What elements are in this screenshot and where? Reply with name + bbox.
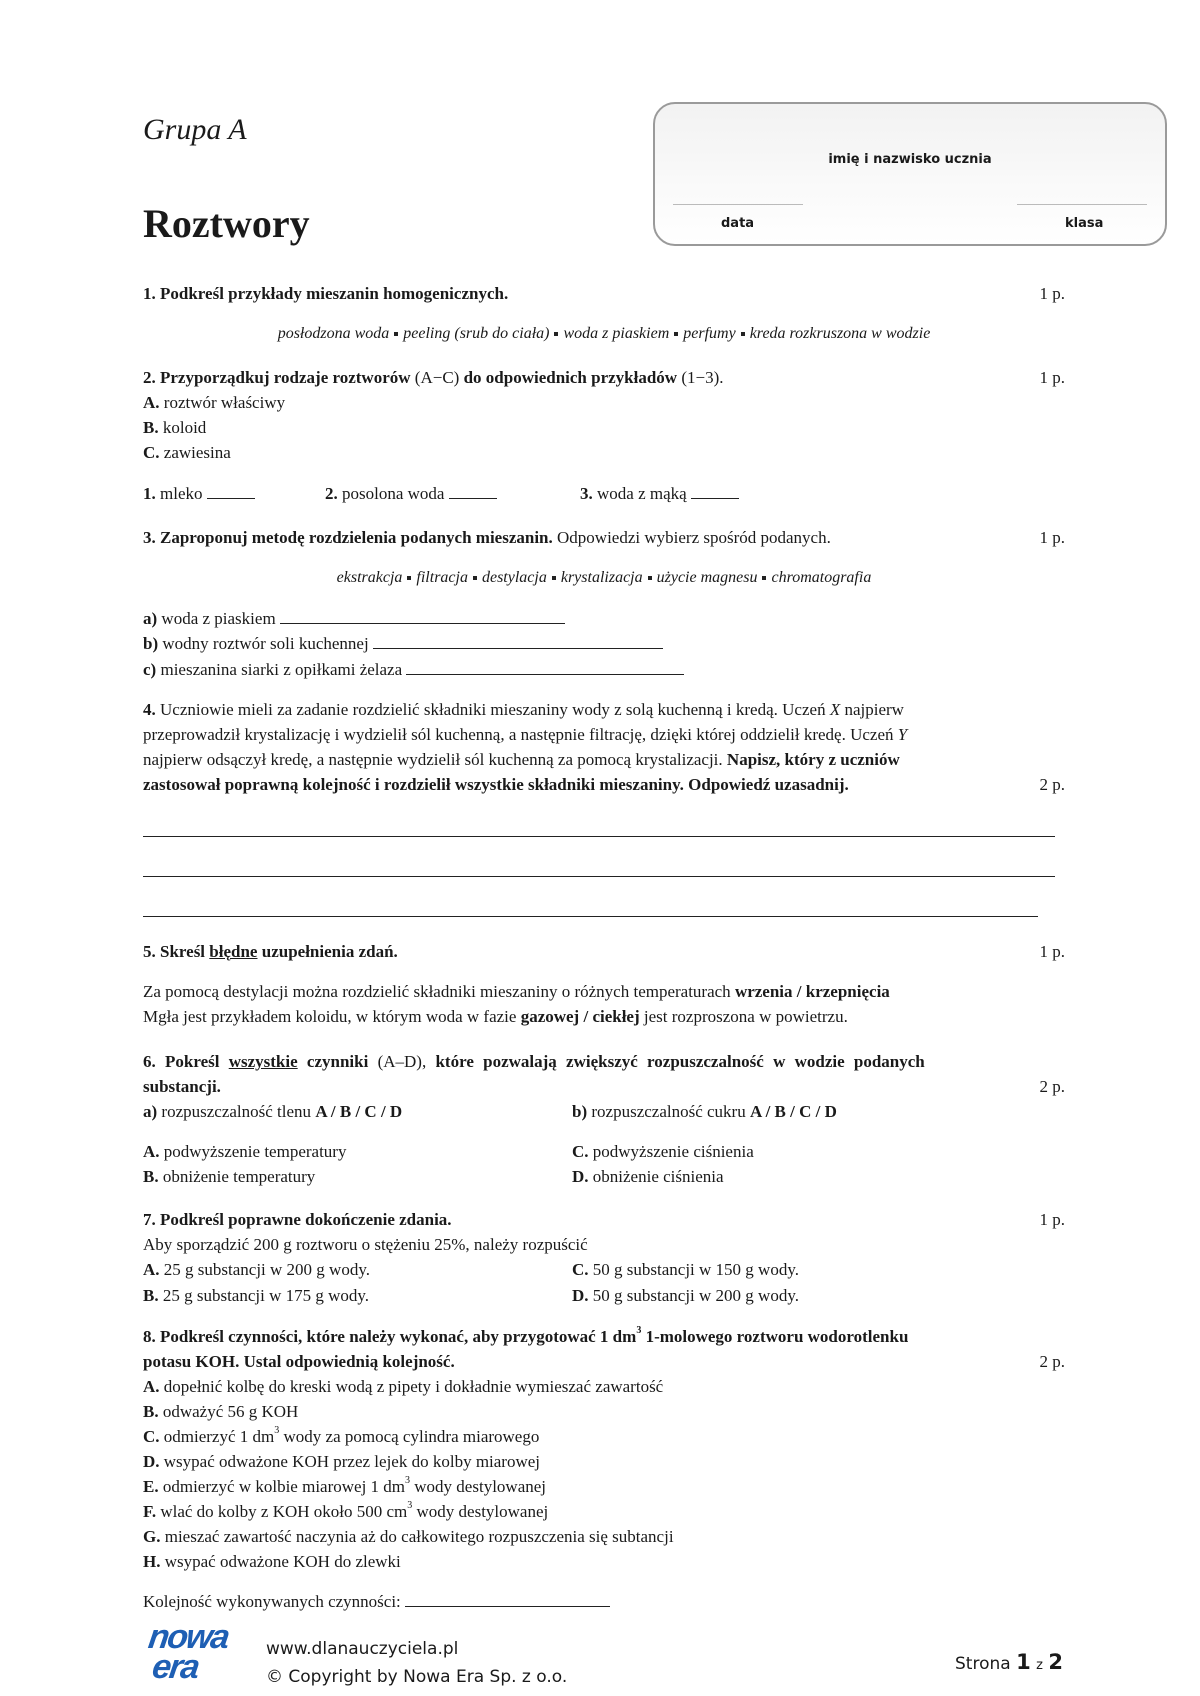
- q2-type: B. koloid: [143, 418, 207, 437]
- q3-text: Zaproponuj metodę rozdzielenia podanych mieszanin.: [160, 528, 553, 547]
- q8-points: 2 p.: [1039, 1352, 1065, 1371]
- q7-answer[interactable]: B. 25 g substancji w 175 g wody.: [143, 1286, 370, 1305]
- answer-blank[interactable]: [207, 484, 255, 499]
- q2-header: [143, 366, 1065, 390]
- class-label: klasa: [1065, 216, 1104, 231]
- q1-option[interactable]: posłodzona woda: [277, 325, 390, 342]
- bullet-icon: [552, 576, 556, 580]
- q5-sentence-2: Mgła jest przykładem koloidu, w którym woda w fazie gazowej / ciekłej jest rozproszona w powietrzu.: [143, 1007, 848, 1026]
- bullet-icon: [648, 576, 652, 580]
- q5-header: 5. Skreśl błędne uzupełnienia zdań. 1 p.: [143, 940, 1065, 964]
- q3-item: a) woda z piaskiem: [143, 607, 565, 631]
- q8-line-2: potasu KOH. Ustal odpowiednią kolejność. 2 p.: [143, 1350, 1065, 1374]
- bullet-icon: [741, 332, 745, 336]
- q8-step[interactable]: E. odmierzyć w kolbie miarowej 1 $dm^3$ wody destylowanej: [143, 1475, 547, 1496]
- q8-step[interactable]: F. wlać do kolby z KOH około 500 $cm^3$ wody destylowanej: [143, 1500, 549, 1521]
- q4-line-3: najpierw odsączył kredę, a następnie wydzielił sól kuchenną za pomocą krystalizacji. Napisz, który z uczniów: [143, 750, 900, 769]
- q6-factor: B. obniżenie temperatury: [143, 1167, 316, 1186]
- footer-url[interactable]: www.dlanauczyciela.pl: [266, 1639, 459, 1659]
- q7-points: 1 p.: [1039, 1210, 1065, 1229]
- q6-a-options[interactable]: A / B / C / D: [315, 1102, 403, 1121]
- q5-points: 1 p.: [1039, 942, 1065, 961]
- q3-option: użycie magnesu: [656, 569, 758, 586]
- q6-line-2: substancji. 2 p.: [143, 1075, 1065, 1099]
- q4-line-4: zastosował poprawną kolejność i rozdzielił wszystkie składniki mieszaniny. Odpowiedź uzasadnij. 2 p.: [143, 773, 1065, 797]
- answer-blank[interactable]: [373, 634, 663, 649]
- bullet-icon: [394, 332, 398, 336]
- q2-number: 2.: [143, 368, 156, 387]
- q1-points: 1 p.: [1039, 284, 1065, 303]
- q6-factor: D. obniżenie ciśnienia: [572, 1167, 724, 1186]
- q2-type: A. roztwór właściwy: [143, 393, 286, 412]
- page-title: Roztwory: [143, 201, 310, 246]
- answer-line[interactable]: [143, 876, 1055, 877]
- q4-line-2: przeprowadził krystalizację i wydzielił sól kuchenną, a następnie filtrację, dzięki której oddzielił kredę. Uczeń Y: [143, 725, 908, 744]
- q3-instruction: Odpowiedzi wybierz spośród podanych.: [557, 528, 831, 547]
- q8-step[interactable]: A. dopełnić kolbę do kreski wodą z pipety i dokładnie wymieszać zawartość: [143, 1377, 664, 1396]
- answer-blank[interactable]: [691, 484, 739, 499]
- q2-type: C. zawiesina: [143, 443, 231, 462]
- q1-header: [143, 282, 1065, 306]
- q3-header: [143, 526, 1065, 550]
- q8-step[interactable]: C. odmierzyć 1 $dm^3$ wody za pomocą cylindra miarowego: [143, 1425, 540, 1446]
- q7-header: 7. Podkreśl poprawne dokończenie zdania. 1 p.: [143, 1208, 1065, 1232]
- q3-option: chromatografia: [771, 569, 872, 586]
- answer-line[interactable]: [143, 916, 1038, 917]
- q6-factor: A. podwyższenie temperatury: [143, 1142, 347, 1161]
- q3-option: filtracja: [416, 569, 468, 586]
- q4-line-1: 4. Uczniowie mieli za zadanie rozdzielić składniki mieszaniny wody z solą kuchenną i kredą. Uczeń X najpierw: [143, 700, 904, 719]
- q6-line-1: 6. Pokreśl wszystkie czynniki (A–D), które pozwalają zwiększyć rozpuszczalność w wodzie podanych: [143, 1052, 925, 1071]
- bullet-icon: [407, 576, 411, 580]
- q6-part-b: b) rozpuszczalność cukru A / B / C / D: [572, 1102, 837, 1121]
- q3-item: c) mieszanina siarki z opiłkami żelaza: [143, 658, 684, 682]
- group-label: Grupa A: [143, 113, 247, 146]
- answer-line[interactable]: [143, 836, 1055, 837]
- q2-range: (A−C): [414, 368, 460, 387]
- q1-text: Podkreśl przykłady mieszanin homogenicznych.: [160, 284, 509, 303]
- q3-option: krystalizacja: [560, 569, 643, 586]
- q7-answer[interactable]: C. 50 g substancji w 150 g wody.: [572, 1260, 799, 1279]
- q8-step[interactable]: D. wsypać odważone KOH przez lejek do kolby miarowej: [143, 1452, 541, 1471]
- q8-line-1: 8. Podkreśl czynności, które należy wykonać, aby przygotować 1 $dm^3$ 1-molowego roztworu wodorotlenku: [143, 1325, 909, 1346]
- q2-example: 1. mleko: [143, 482, 255, 506]
- q3-option: destylacja: [481, 569, 547, 586]
- nowa-era-logo: [141, 1618, 241, 1692]
- q4-points: 2 p.: [1039, 775, 1065, 794]
- q1-number: 1.: [143, 284, 156, 303]
- q1-option[interactable]: peeling (srub do ciała): [403, 325, 550, 342]
- q7-answer[interactable]: A. 25 g substancji w 200 g wody.: [143, 1260, 370, 1279]
- bullet-icon: [473, 576, 477, 580]
- q3-number: 3.: [143, 528, 156, 547]
- answer-blank[interactable]: [280, 609, 565, 624]
- q3-item: b) wodny roztwór soli kuchennej: [143, 632, 663, 656]
- bullet-icon: [762, 576, 766, 580]
- date-label: data: [721, 216, 755, 231]
- q2-text-2: do odpowiednich przykładów: [463, 368, 678, 387]
- answer-blank[interactable]: [406, 660, 684, 675]
- page-number: Strona 1 z 2: [955, 1650, 1063, 1674]
- q3-points: 1 p.: [1039, 528, 1065, 547]
- q2-points: 1 p.: [1039, 368, 1065, 387]
- q5-choice-2[interactable]: gazowej / ciekłej: [520, 1007, 640, 1026]
- q5-choice-1[interactable]: wrzenia / krzepnięcia: [734, 982, 890, 1001]
- class-line: [1017, 204, 1147, 205]
- student-info-box: [653, 102, 1167, 246]
- q2-example: 2. posolona woda: [325, 482, 497, 506]
- q1-option[interactable]: woda z piaskiem: [563, 325, 670, 342]
- q7-stem: Aby sporządzić 200 g roztworu o stężeniu 25%, należy rozpuścić: [143, 1235, 588, 1254]
- logo-top-text: nowa: [146, 1618, 231, 1656]
- q6-part-a: a) rozpuszczalność tlenu A / B / C / D: [143, 1102, 403, 1121]
- q6-b-options[interactable]: A / B / C / D: [749, 1102, 837, 1121]
- q8-order: Kolejność wykonywanych czynności:: [143, 1590, 610, 1614]
- q1-options: [143, 322, 1065, 346]
- q8-step[interactable]: B. odważyć 56 g KOH: [143, 1402, 299, 1421]
- footer-copyright: © Copyright by Nowa Era Sp. z o.o.: [266, 1667, 568, 1687]
- name-label: imię i nazwisko ucznia: [828, 152, 992, 167]
- answer-blank[interactable]: [449, 484, 497, 499]
- q3-options: [143, 566, 1065, 590]
- q8-step[interactable]: H. wsypać odważone KOH do zlewki: [143, 1552, 401, 1571]
- q8-step[interactable]: G. mieszać zawartość naczynia aż do całkowitego rozpuszczenia się subtancji: [143, 1527, 674, 1546]
- q6-factor: C. podwyższenie ciśnienia: [572, 1142, 754, 1161]
- q6-points: 2 p.: [1039, 1077, 1065, 1096]
- bullet-icon: [674, 332, 678, 336]
- q1-option[interactable]: perfumy: [683, 325, 736, 342]
- q3-option: ekstrakcja: [336, 569, 403, 586]
- answer-blank[interactable]: [405, 1592, 610, 1607]
- q5-sentence-1: Za pomocą destylacji można rozdzielić składniki mieszaniny o różnych temperaturach wrzenia / krzepnięcia: [143, 982, 890, 1001]
- q2-example: 3. woda z mąką: [580, 482, 739, 506]
- q7-answer[interactable]: D. 50 g substancji w 200 g wody.: [572, 1286, 799, 1305]
- q2-text: Przyporządkuj rodzaje roztworów: [160, 368, 411, 387]
- logo-bottom-text: era: [149, 1648, 201, 1686]
- bullet-icon: [554, 332, 558, 336]
- q2-range-2: (1−3).: [681, 368, 724, 387]
- q1-option[interactable]: kreda rozkruszona w wodzie: [749, 325, 931, 342]
- date-line: [673, 204, 803, 205]
